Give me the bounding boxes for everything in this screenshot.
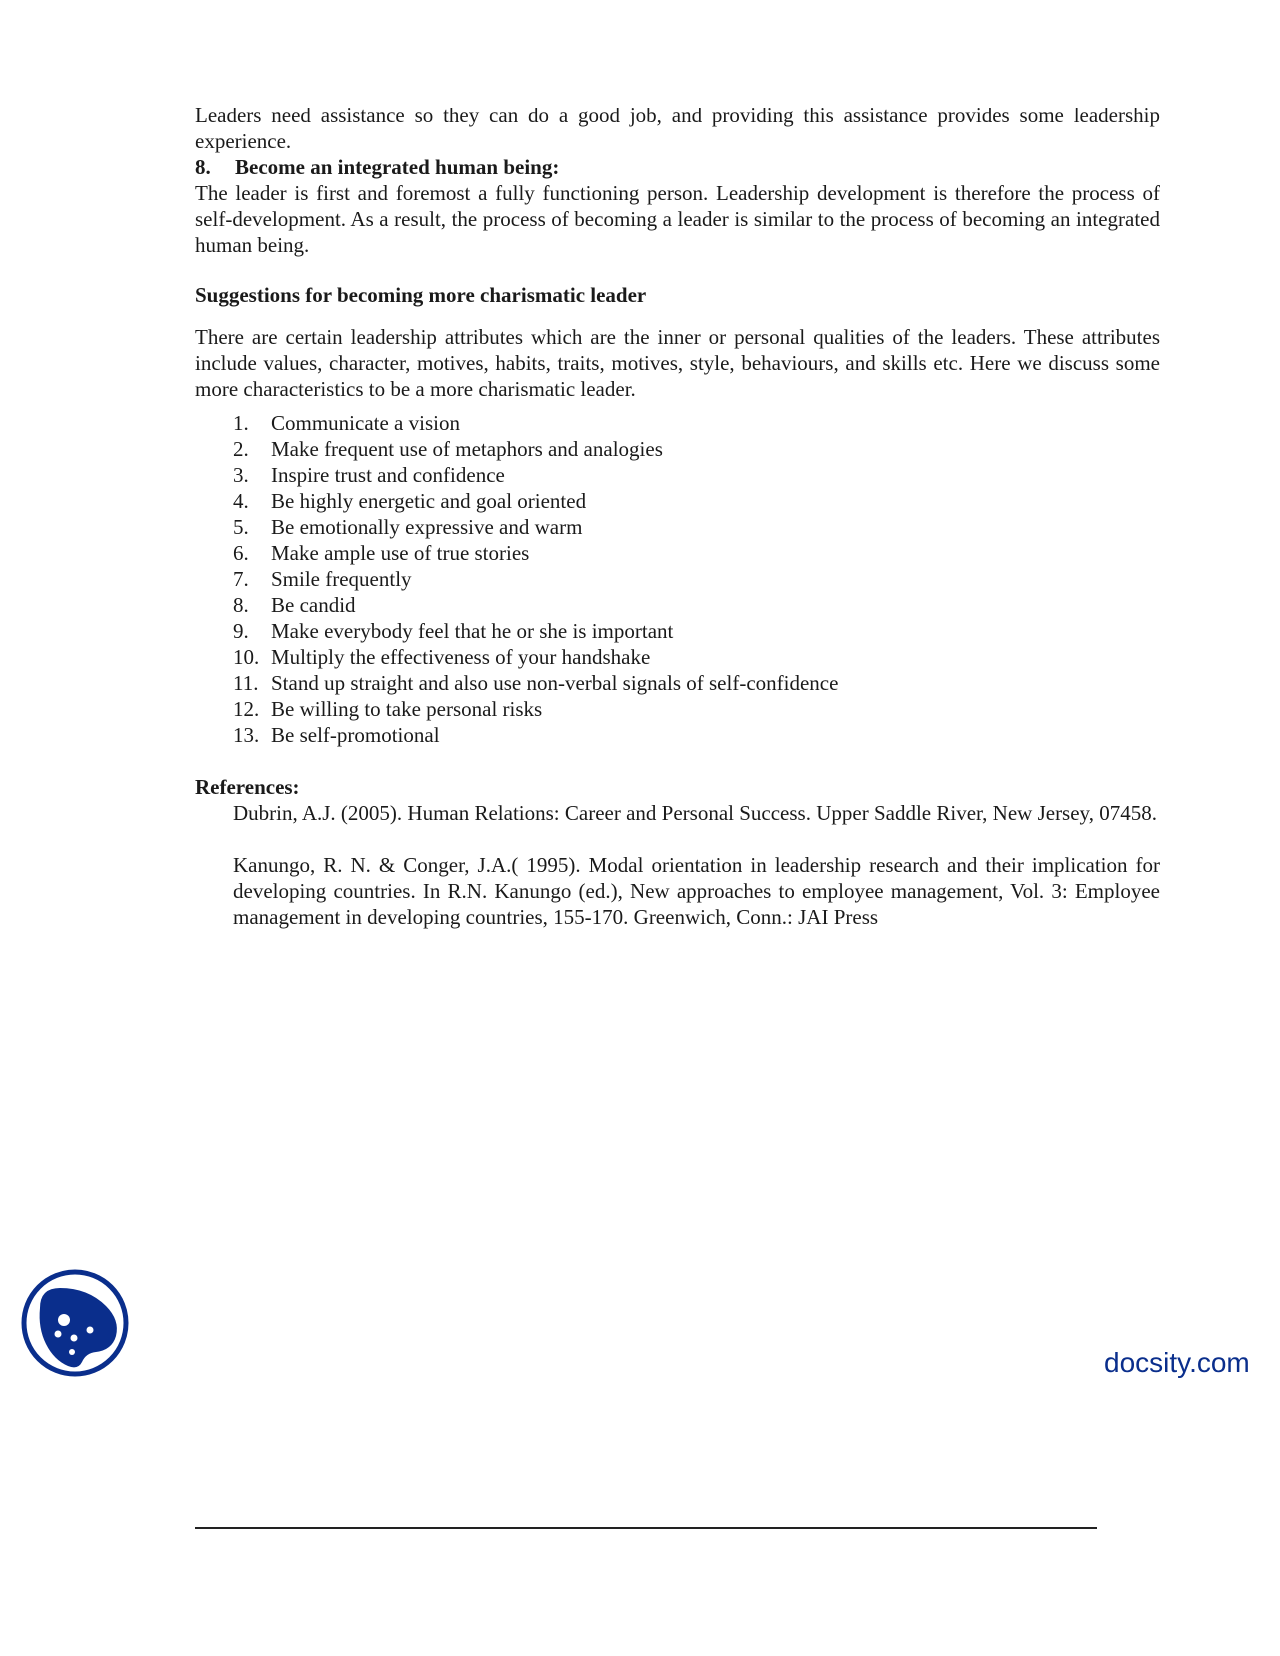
paragraph-continuation: experience. [195,129,292,153]
list-item: 6. Make ample use of true stories [233,541,530,565]
list-item: 3. Inspire trust and confidence [233,463,505,487]
list-item: 11. Stand up straight and also use non-verbal signals of self-confidence [233,671,839,695]
list-item: 8. Be candid [233,593,356,617]
section-8-number: 8. [195,155,211,179]
suggestions-heading: Suggestions for becoming more charismatic leader [195,283,647,307]
list-item: 5. Be emotionally expressive and warm [233,515,583,539]
list-item: 2. Make frequent use of metaphors and analogies [233,437,663,461]
list-item: 4. Be highly energetic and goal oriented [233,489,587,513]
references-heading: References: [195,775,300,799]
reference-entry: Dubrin, A.J. (2005). Human Relations: Career and Personal Success. Upper Saddle River, New Jersey, 07458. [233,801,1157,825]
section-8-body: The leader is first and foremost a fully functioning person. Leadership development is therefore the process of self-development. As a result, the process of becoming a leader is similar to the process of becoming an integrated human being. [195,181,1160,257]
clipped-top-line [195,108,1160,128]
reference-entry: Kanungo, R. N. & Conger, J.A.( 1995). Modal orientation in leadership research and their implication for developing countries. In R.N. Kanungo (ed.), New approaches to employee management, Vol. 3: Employee management in developing countries, 155-170. Greenwich, Conn.: JAI Press [233,853,1160,929]
list-item: 9. Make everybody feel that he or she is important [233,619,674,643]
docsity-brand-link[interactable]: docsity.com [1104,1347,1250,1378]
section-8-heading [195,154,1160,180]
list-item: 12. Be willing to take personal risks [233,697,543,721]
clipped-paragraph-text: Leaders need assistance so they can do a good job, and providing this assistance provides some leadership [195,108,1160,127]
section-8-title: Become an integrated human being: [235,155,560,179]
suggestions-list [195,410,1160,748]
list-item: 13. Be self-promotional [233,723,440,747]
document-content [195,108,1160,930]
docsity-logo-icon[interactable] [20,1268,130,1378]
list-item: 1. Communicate a vision [233,411,460,435]
footer-divider [195,1527,1097,1529]
list-item: 7. Smile frequently [233,567,412,591]
suggestions-intro: There are certain leadership attributes which are the inner or personal qualities of the leaders. These attributes include values, character, motives, habits, traits, motives, style, behaviours, and skills etc. Here we discuss some more characteristics to be a more charismatic leader. [195,325,1160,401]
list-item: 10. Multiply the effectiveness of your handshake [233,645,651,669]
